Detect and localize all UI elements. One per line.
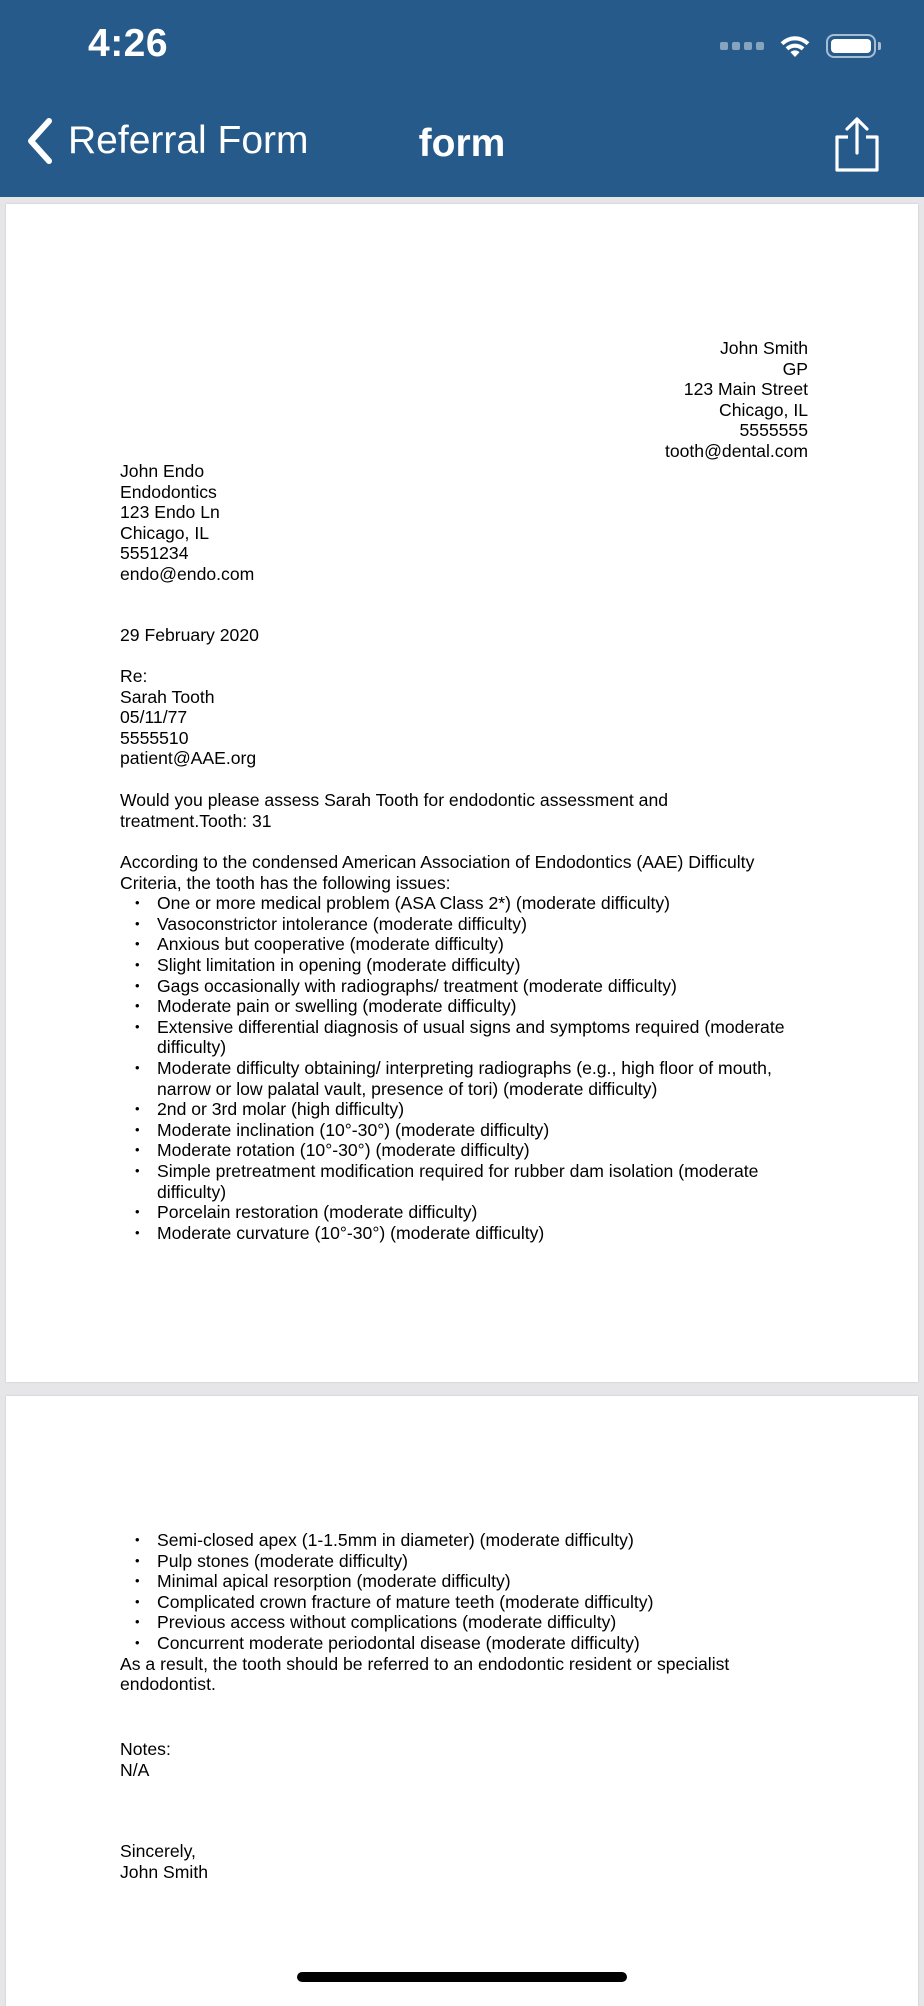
sender-phone: 5555555 xyxy=(739,420,808,441)
list-item: • Moderate rotation (10°-30°) (moderate difficulty) xyxy=(120,1140,810,1161)
list-item: • Complicated crown fracture of mature teeth (moderate difficulty) xyxy=(120,1592,810,1613)
recipient-address xyxy=(120,461,254,585)
list-item: • Moderate difficulty obtaining/ interpreting radiographs (e.g., high floor of mouth, narrow or low palatal vault, presence of tori) (moderate difficulty) xyxy=(120,1058,810,1099)
sender-email: tooth@dental.com xyxy=(664,440,808,461)
share-button[interactable] xyxy=(834,117,880,178)
list-item: • Moderate curvature (10°-30°) (moderate difficulty) xyxy=(120,1223,810,1244)
closing-section xyxy=(120,1841,208,1882)
re-label: Re: xyxy=(120,666,148,686)
document-page-1 xyxy=(6,204,918,1382)
share-icon xyxy=(834,117,880,173)
list-item: • Vasoconstrictor intolerance (moderate difficulty) xyxy=(120,914,810,935)
criteria-intro: According to the condensed American Association of Endodontics (AAE) Difficulty Criteria, the tooth has the following issues: xyxy=(120,852,755,893)
signature-name: John Smith xyxy=(120,1861,209,1882)
list-item: • Gags occasionally with radiographs/ treatment (moderate difficulty) xyxy=(120,976,810,997)
sender-name: John Smith xyxy=(719,338,808,358)
patient-email: patient@AAE.org xyxy=(120,748,257,769)
home-indicator[interactable] xyxy=(297,1972,627,1982)
list-item: • Moderate inclination (10°-30°) (moderate difficulty) xyxy=(120,1120,810,1141)
document-page-2 xyxy=(6,1396,918,2006)
list-item: • One or more medical problem (ASA Class 2*) (moderate difficulty) xyxy=(120,893,810,914)
back-button-label: Referral Form xyxy=(68,119,309,162)
recipient-phone: 5551234 xyxy=(120,543,189,564)
referral-request: Would you please assess Sarah Tooth for endodontic assessment and treatment.Tooth: 31 xyxy=(120,790,669,831)
list-item: • 2nd or 3rd molar (high difficulty) xyxy=(120,1099,810,1120)
patient-reference xyxy=(120,666,256,769)
list-item: • Simple pretreatment modification required for rubber dam isolation (moderate difficulty) xyxy=(120,1161,810,1202)
page-title: form xyxy=(418,122,506,165)
wifi-icon xyxy=(778,33,812,59)
issue-list-page1 xyxy=(120,893,810,1243)
sender-street: 123 Main Street xyxy=(683,379,808,400)
patient-phone: 5555510 xyxy=(120,727,189,748)
list-item: • Semi-closed apex (1-1.5mm in diameter) (moderate difficulty) xyxy=(120,1530,810,1551)
status-time: 4:26 xyxy=(88,22,169,65)
list-item: • Porcelain restoration (moderate difficulty) xyxy=(120,1202,810,1223)
list-item: • Anxious but cooperative (moderate difficulty) xyxy=(120,934,810,955)
referral-result: As a result, the tooth should be referred to an endodontic resident or specialist endodontist. xyxy=(120,1653,730,1695)
sender-address xyxy=(665,338,808,462)
sender-title: GP xyxy=(782,358,808,379)
patient-name: Sarah Tooth xyxy=(120,686,215,707)
letter-date: 29 February 2020 xyxy=(120,625,259,645)
difficulty-criteria xyxy=(120,852,810,1243)
list-item: • Moderate pain or swelling (moderate difficulty) xyxy=(120,996,810,1017)
sender-city: Chicago, IL xyxy=(719,399,808,420)
notes-value: N/A xyxy=(120,1759,150,1780)
recipient-street: 123 Endo Ln xyxy=(120,502,220,523)
navigation-bar xyxy=(0,0,924,197)
battery-icon xyxy=(826,34,876,58)
recipient-city: Chicago, IL xyxy=(120,522,209,543)
cellular-signal-icon xyxy=(720,42,764,50)
list-item: • Pulp stones (moderate difficulty) xyxy=(120,1551,810,1572)
list-item: • Extensive differential diagnosis of usual signs and symptoms required (moderate difficulty) xyxy=(120,1017,810,1058)
list-item: • Slight limitation in opening (moderate difficulty) xyxy=(120,955,810,976)
closing-salutation: Sincerely, xyxy=(120,1841,196,1861)
list-item: • Previous access without complications (moderate difficulty) xyxy=(120,1612,810,1633)
recipient-name: John Endo xyxy=(120,461,205,481)
recipient-specialty: Endodontics xyxy=(120,481,217,502)
issue-list-page2 xyxy=(120,1530,810,1654)
difficulty-criteria-continued xyxy=(120,1530,810,1695)
patient-dob: 05/11/77 xyxy=(120,707,188,728)
list-item: • Minimal apical resorption (moderate difficulty) xyxy=(120,1571,810,1592)
notes-label: Notes: xyxy=(120,1739,171,1759)
recipient-email: endo@endo.com xyxy=(120,563,255,584)
notes-section xyxy=(120,1739,171,1780)
status-icons xyxy=(720,33,876,59)
list-item: • Concurrent moderate periodontal disease (moderate difficulty) xyxy=(120,1633,810,1654)
